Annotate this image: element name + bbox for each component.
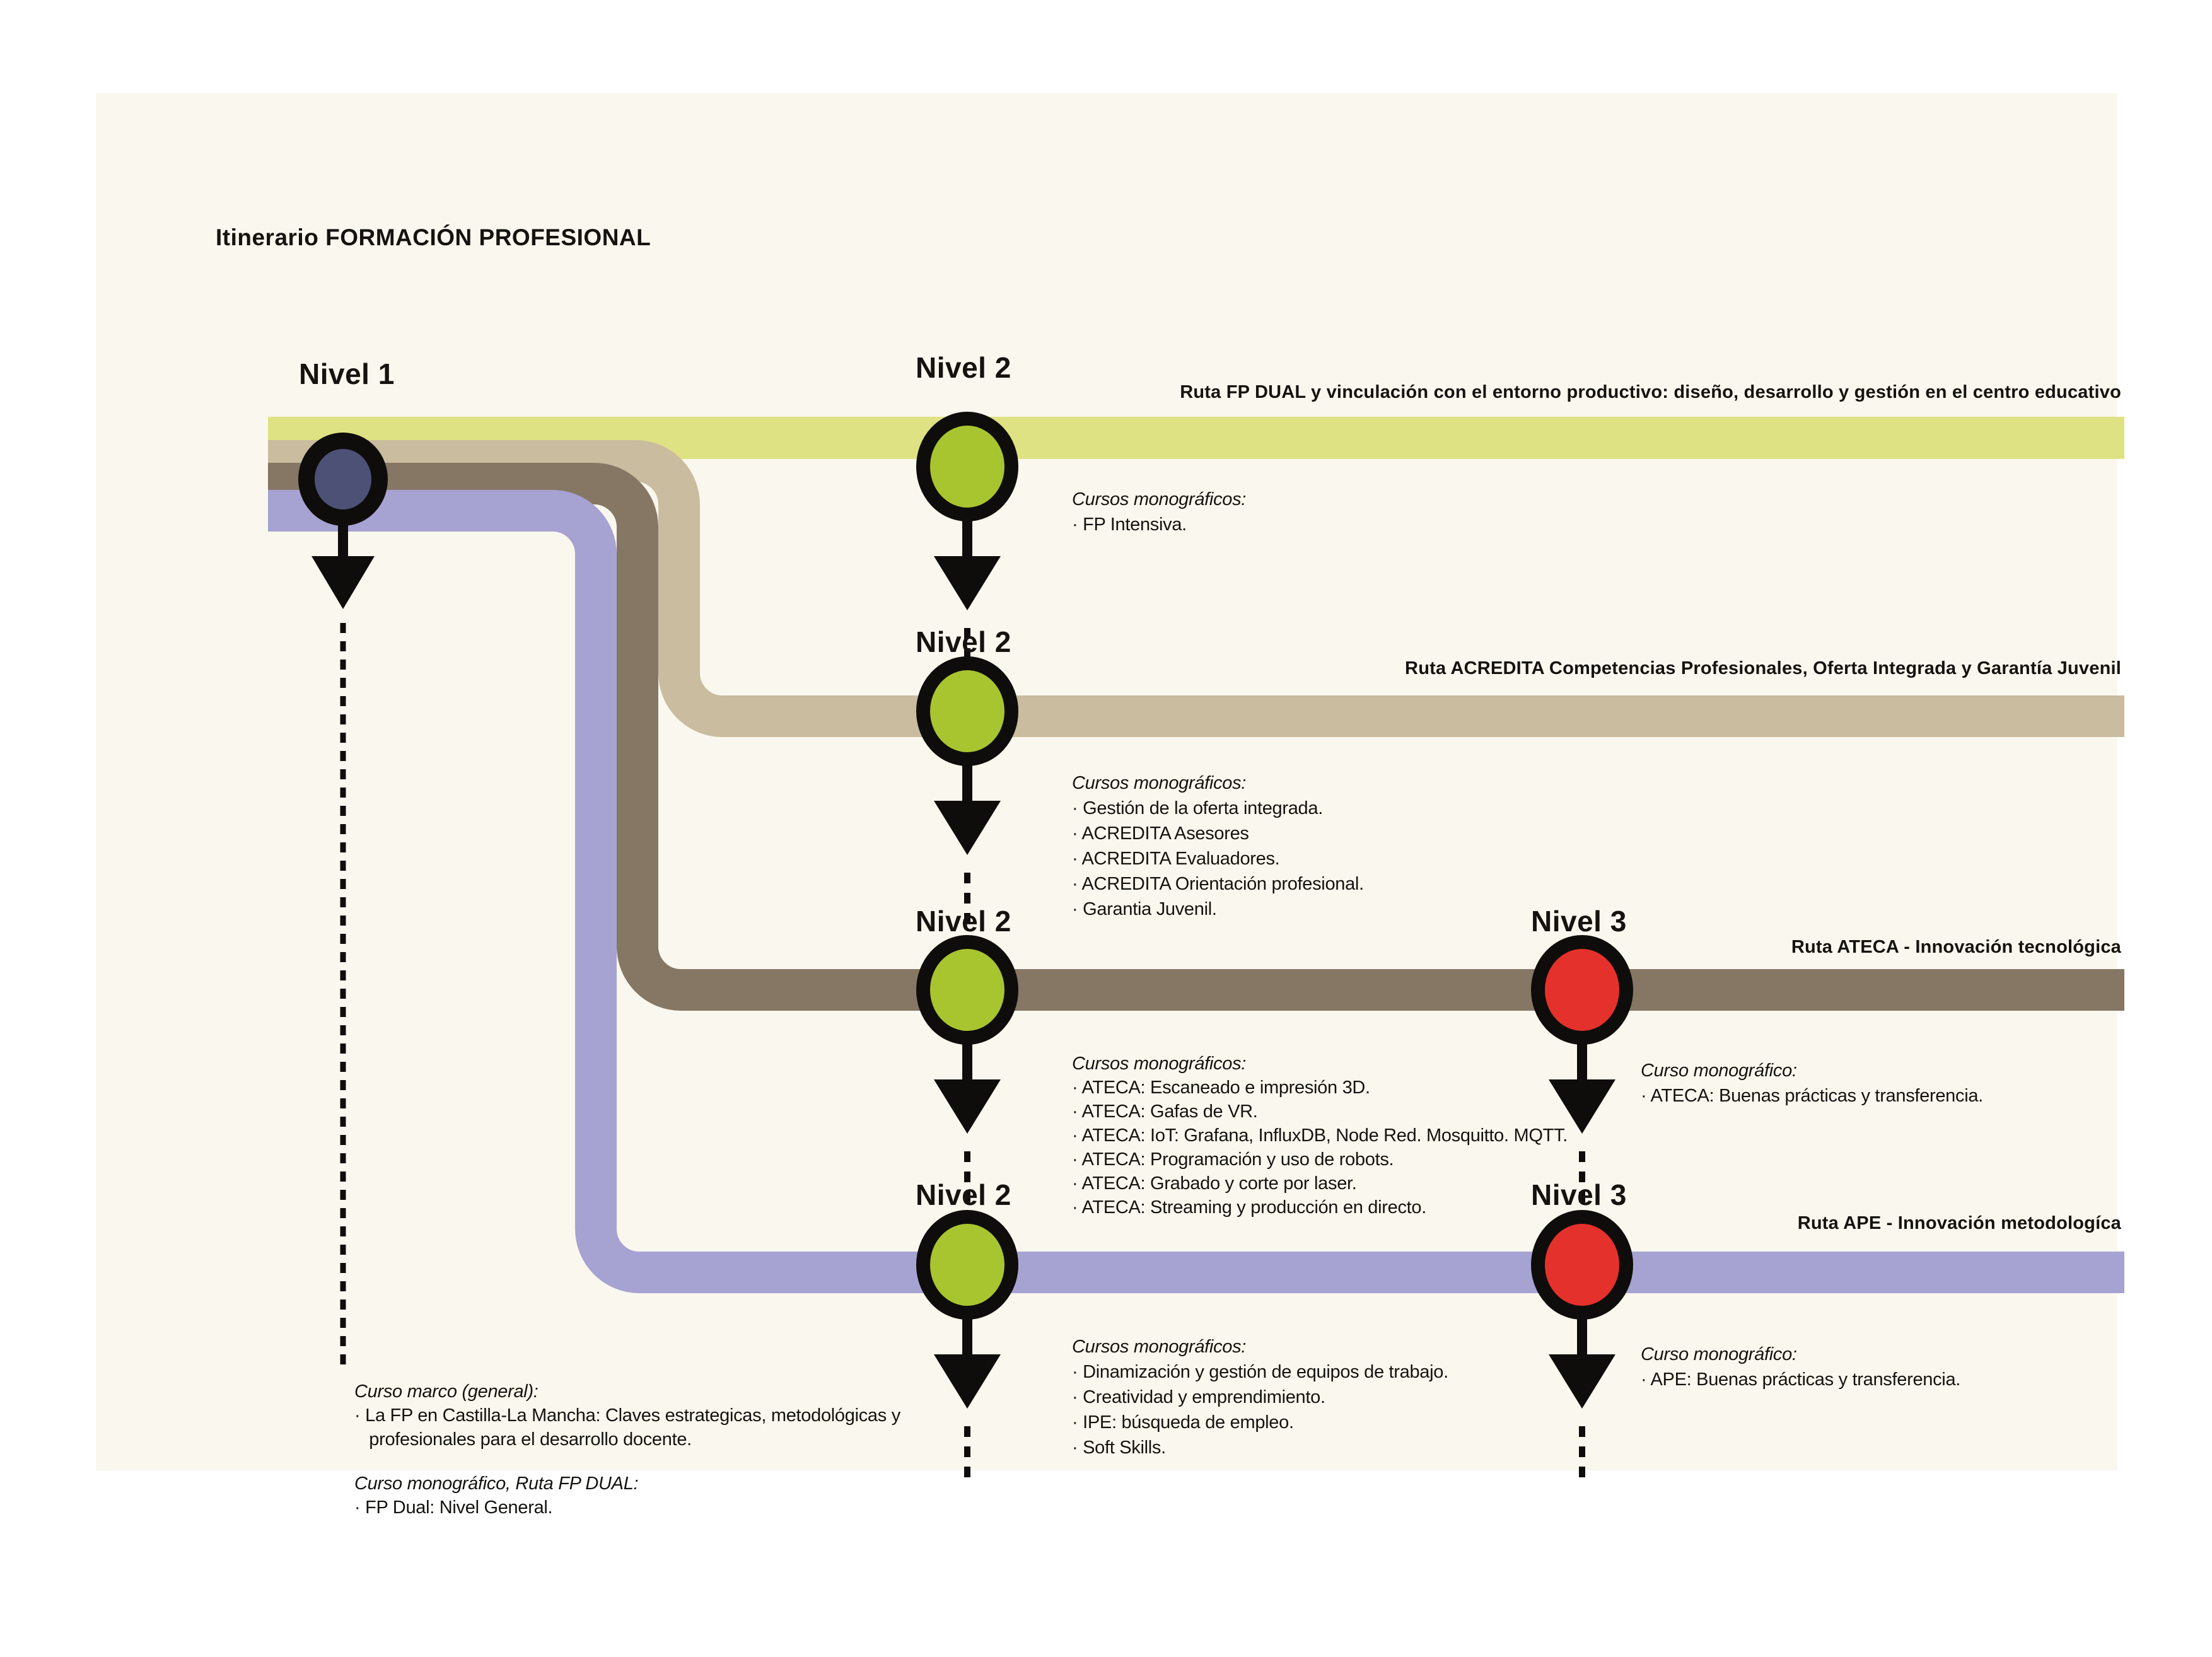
route-title-ape: Ruta APE - Innovación metodologíca — [1797, 1213, 2121, 1233]
arrow-stem — [962, 516, 972, 556]
course-item: · Garantia Juvenil. — [1072, 899, 1217, 919]
course-item: · La FP en Castilla-La Mancha: Claves estrategicas, metodológicas y — [354, 1405, 900, 1426]
courses-header: Cursos monográficos: — [1072, 773, 1247, 793]
course-item: · ATECA: Grabado y corte por laser. — [1072, 1173, 1357, 1194]
label-nivel3-ateca: Nivel 3 — [1531, 905, 1627, 938]
course-item: · ATECA: IoT: Grafana, InfluxDB, Node Red. Mosquitto. MQTT. — [1072, 1125, 1568, 1146]
courses-header: Curso monográfico: — [1641, 1344, 1797, 1364]
nivel2-circle-icon — [923, 1217, 1011, 1313]
route-title-acredita: Ruta ACREDITA Competencias Profesionales, Oferta Integrada y Garantía Juvenil — [1405, 658, 2121, 678]
route-title-ateca: Ruta ATECA - Innovación tecnológica — [1791, 937, 2121, 957]
arrow-head-icon — [311, 556, 375, 609]
node-nivel1 — [306, 441, 380, 1371]
courses-nivel2-ape — [1072, 1334, 1448, 1460]
courses-list — [1072, 1076, 1568, 1219]
label-nivel2-ape: Nivel 2 — [916, 1178, 1011, 1211]
itinerary-panel — [96, 93, 2121, 1518]
course-item: · Dinamización y gestión de equipos de trabajo. — [1072, 1362, 1448, 1382]
note-list — [354, 1404, 900, 1451]
courses-nivel2-ateca — [1072, 1052, 1568, 1219]
course-item: · Creatividad y emprendimiento. — [1072, 1387, 1325, 1407]
label-nivel1: Nivel 1 — [299, 358, 395, 390]
nivel2-circle-icon — [923, 419, 1011, 515]
nivel1-note-fp-dual — [354, 1472, 638, 1520]
note-header: Curso monográfico, Ruta FP DUAL: — [354, 1474, 639, 1494]
arrow-stem — [962, 760, 972, 801]
arrow-stem — [1577, 1039, 1587, 1079]
node-nivel3-ape — [1538, 1217, 1626, 1478]
courses-nivel2-acredita — [1072, 770, 1364, 922]
nivel1-note-curso-marco — [354, 1380, 900, 1451]
courses-header: Cursos monográficos: — [1072, 1337, 1247, 1357]
courses-list — [1072, 1359, 1448, 1460]
course-item: · IPE: búsqueda de empleo. — [1072, 1412, 1294, 1433]
course-item: · ACREDITA Orientación profesional. — [1072, 874, 1364, 894]
course-item: profesionales para el desarrollo docente. — [354, 1429, 692, 1450]
course-item: · ATECA: Streaming y producción en directo. — [1072, 1197, 1426, 1218]
arrow-head-icon — [934, 556, 1001, 610]
courses-header: Cursos monográficos: — [1072, 1054, 1247, 1074]
label-nivel3-ape: Nivel 3 — [1531, 1178, 1627, 1211]
courses-nivel3-ateca — [1641, 1058, 1983, 1108]
course-item: · FP Intensiva. — [1072, 515, 1187, 535]
label-nivel2-fp-dual: Nivel 2 — [916, 351, 1011, 384]
arrow-stem — [1577, 1314, 1587, 1354]
courses-list — [1641, 1083, 1983, 1108]
course-item: · ATECA: Buenas prácticas y transferencia. — [1641, 1086, 1983, 1106]
course-item: · Gestión de la oferta integrada. — [1072, 798, 1323, 818]
course-item: · Soft Skills. — [1072, 1438, 1166, 1458]
courses-header: Curso monográfico: — [1641, 1061, 1797, 1081]
nivel2-circle-icon — [923, 942, 1011, 1038]
route-title-fp-dual: Ruta FP DUAL y vinculación con el entorno productivo: diseño, desarrollo y gestión en el centro educativo — [1180, 382, 2121, 402]
node-nivel2-ape — [923, 1217, 1011, 1478]
course-item: · ATECA: Gafas de VR. — [1072, 1102, 1258, 1122]
courses-nivel3-ape — [1641, 1342, 1960, 1392]
label-nivel2-acredita: Nivel 2 — [916, 625, 1011, 658]
arrow-stem — [962, 1039, 972, 1079]
courses-list — [1641, 1367, 1960, 1392]
note-list — [354, 1496, 638, 1520]
page-title: Itinerario FORMACIÓN PROFESIONAL — [216, 224, 651, 250]
nivel1-circle-icon — [306, 441, 380, 518]
arrow-head-icon — [1549, 1354, 1615, 1409]
course-item: · ATECA: Programación y uso de robots. — [1072, 1149, 1394, 1170]
courses-list — [1072, 796, 1364, 922]
nivel2-circle-icon — [923, 663, 1011, 759]
arrow-head-icon — [934, 1354, 1001, 1409]
course-item: · FP Dual: Nivel General. — [354, 1497, 553, 1518]
courses-nivel2-fp-dual — [1072, 487, 1246, 537]
courses-header: Cursos monográficos: — [1072, 489, 1247, 509]
course-item: · ATECA: Escaneado e impresión 3D. — [1072, 1078, 1370, 1098]
arrow-head-icon — [934, 801, 1001, 855]
label-nivel2-ateca: Nivel 2 — [916, 905, 1011, 938]
arrow-head-icon — [934, 1079, 1001, 1134]
courses-list — [1072, 512, 1246, 537]
node-nivel2-acredita — [923, 663, 1011, 924]
course-item: · ACREDITA Asesores — [1072, 823, 1249, 844]
course-item: · ACREDITA Evaluadores. — [1072, 849, 1280, 869]
note-header: Curso marco (general): — [354, 1381, 538, 1402]
course-item: · APE: Buenas prácticas y transferencia. — [1641, 1369, 1961, 1390]
node-nivel2-ateca — [923, 942, 1011, 1203]
arrow-stem — [962, 1314, 972, 1354]
